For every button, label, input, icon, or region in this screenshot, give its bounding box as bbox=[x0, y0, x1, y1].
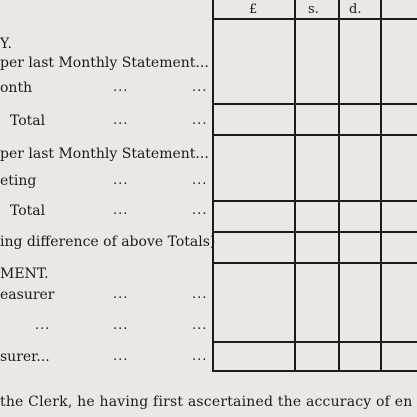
difference-rule bbox=[214, 262, 417, 264]
row-label-3: Total bbox=[10, 113, 46, 129]
row-dots-8: ... bbox=[113, 287, 129, 302]
total-rule-1a bbox=[214, 103, 417, 105]
row-label-6: Total bbox=[10, 203, 46, 219]
row-dots-3: ... bbox=[113, 113, 129, 128]
row-enddots-3: ... bbox=[192, 113, 208, 128]
row-label-10: surer... bbox=[0, 349, 50, 365]
row-label-5: eting bbox=[0, 173, 37, 189]
row-enddots-8: ... bbox=[192, 287, 208, 302]
row-label-4: per last Monthly Statement... bbox=[0, 146, 209, 162]
section-heading-2: MENT. bbox=[0, 266, 49, 282]
total-rule-2a bbox=[214, 200, 417, 202]
header-pence: d. bbox=[349, 2, 362, 17]
row-label-2: onth bbox=[0, 80, 33, 96]
header-rule bbox=[212, 18, 417, 20]
row-enddots-5: ... bbox=[192, 173, 208, 188]
row-dots-10: ... bbox=[113, 349, 129, 364]
row-dots-9a: ... bbox=[35, 318, 51, 333]
table-rule-pounds-shillings bbox=[294, 0, 296, 372]
row-enddots-9: ... bbox=[192, 318, 208, 333]
row-dots-5: ... bbox=[113, 173, 129, 188]
footer-text: the Clerk, he having first ascertained the accuracy of en bbox=[0, 394, 413, 410]
row-label-7: ing difference of above Totals) bbox=[0, 234, 216, 250]
header-shillings: s. bbox=[308, 2, 319, 17]
table-rule-shillings-pence bbox=[338, 0, 340, 372]
total-rule-3b bbox=[214, 370, 417, 372]
row-enddots-2: ... bbox=[192, 80, 208, 95]
row-enddots-6: ... bbox=[192, 203, 208, 218]
row-label-8: easurer bbox=[0, 287, 55, 303]
table-rule-left bbox=[212, 0, 214, 372]
header-pounds: £ bbox=[249, 2, 258, 17]
total-rule-2b bbox=[214, 231, 417, 233]
row-label-1: per last Monthly Statement... bbox=[0, 55, 209, 71]
table-rule-pence-right bbox=[380, 0, 382, 372]
row-enddots-10: ... bbox=[192, 349, 208, 364]
total-rule-3a bbox=[214, 341, 417, 343]
total-rule-1b bbox=[214, 134, 417, 136]
section-heading-1: Y. bbox=[0, 36, 12, 52]
row-dots-6: ... bbox=[113, 203, 129, 218]
row-dots-9b: ... bbox=[113, 318, 129, 333]
row-dots-2: ... bbox=[113, 80, 129, 95]
